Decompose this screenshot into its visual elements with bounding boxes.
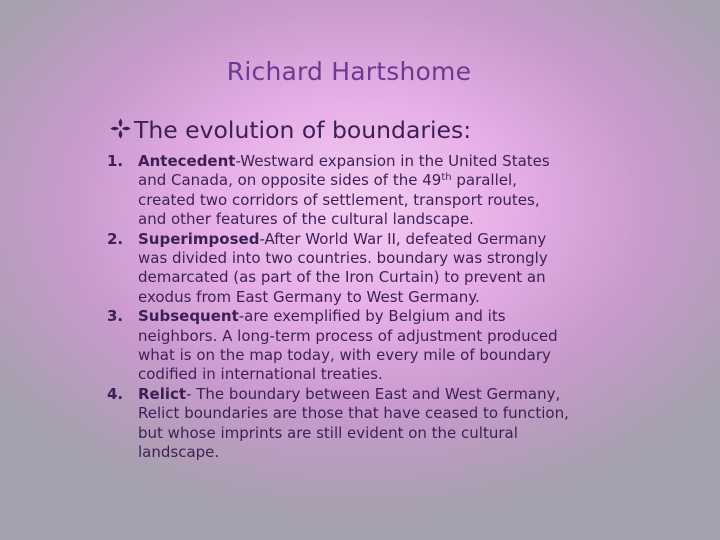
item-term: Antecedent	[138, 152, 236, 170]
item-line: Relict boundaries are those that have ceased to function,	[138, 404, 569, 423]
item-number: 4.	[107, 384, 124, 403]
ordinal-suffix: th	[441, 172, 452, 184]
item-text: and Canada, on opposite sides of the 49	[138, 171, 442, 190]
item-body	[138, 152, 607, 230]
item-number: 2.	[107, 229, 124, 248]
diamond-bullet-icon	[109, 117, 132, 140]
item-number: 1.	[107, 152, 124, 170]
item-body	[138, 230, 607, 308]
item-line: what is on the map today, with every mile of boundary	[138, 346, 551, 365]
list-item	[107, 385, 607, 463]
item-term: Relict	[138, 384, 187, 403]
slide-title: Richard Hartshome	[226, 57, 472, 86]
item-text: -Westward expansion in the United States	[235, 152, 550, 170]
item-text: - The boundary between East and West Germany,	[186, 384, 561, 403]
boundary-list	[107, 152, 607, 463]
item-line: but whose imprints are still evident on the cultural	[138, 423, 518, 442]
item-line: exodus from East Germany to West Germany.	[138, 287, 480, 306]
list-item	[107, 152, 607, 230]
item-line: demarcated (as part of the Iron Curtain) to prevent an	[138, 268, 546, 287]
item-text: -After World War II, defeated Germany	[259, 229, 547, 248]
item-body	[138, 307, 607, 385]
item-line	[138, 171, 607, 190]
item-line: landscape.	[138, 443, 220, 462]
item-line: was divided into two countries. boundary was strongly	[138, 249, 548, 268]
item-term: Superimposed	[138, 229, 260, 248]
item-text: -are exemplified by Belgium and its	[238, 307, 506, 326]
item-body	[138, 385, 607, 463]
item-term: Subsequent	[138, 307, 239, 326]
item-line: neighbors. A long-term process of adjustment produced	[138, 326, 558, 345]
item-text: parallel,	[451, 171, 517, 190]
item-number: 3.	[107, 307, 124, 326]
item-line: codified in international treaties.	[138, 365, 383, 384]
item-line	[138, 230, 607, 249]
list-item	[107, 230, 607, 308]
item-line	[138, 385, 607, 404]
item-line	[138, 307, 607, 326]
slide-subtitle	[109, 116, 471, 144]
item-line: and other features of the cultural landscape.	[138, 210, 474, 229]
list-item	[107, 307, 607, 385]
item-line: created two corridors of settlement, transport routes,	[138, 190, 540, 209]
subtitle-text: The evolution of boundaries:	[134, 116, 472, 144]
item-line	[138, 152, 607, 171]
